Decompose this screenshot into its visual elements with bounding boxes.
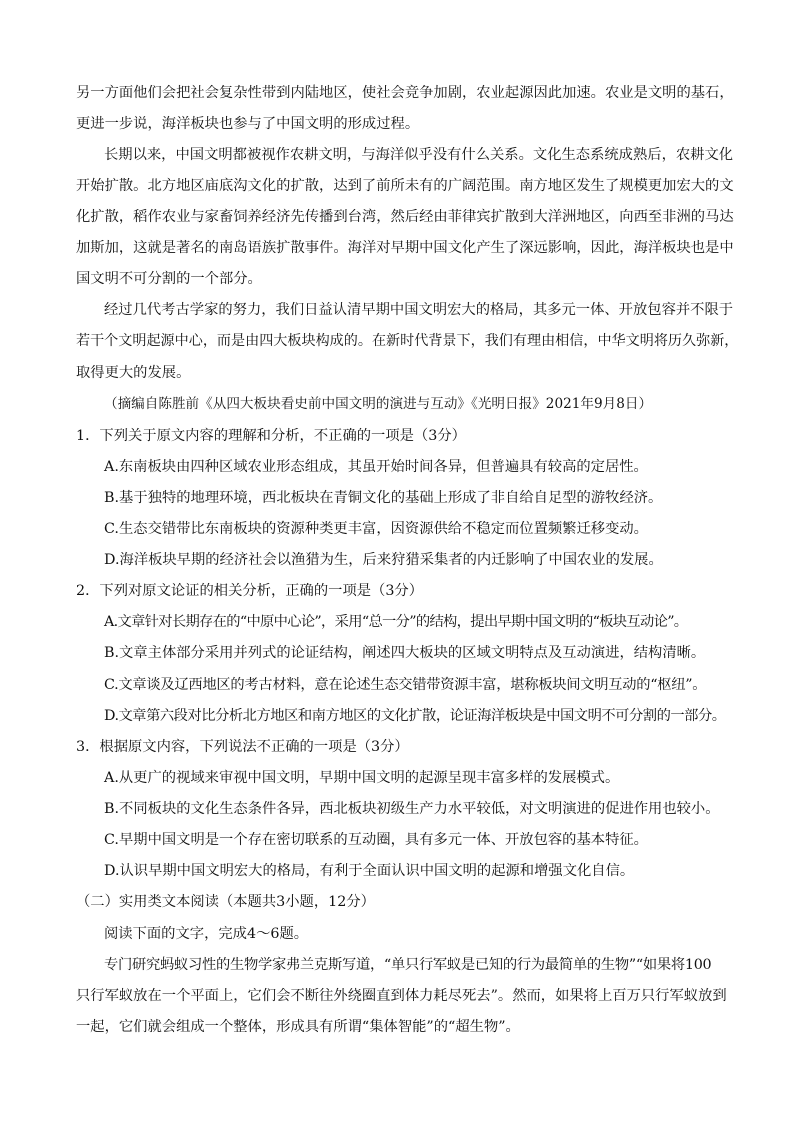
text-line: 另一方面他们会把社会复杂性带到内陆地区，使社会竞争加剧，农业起源因此加速。农业是文明的基石， <box>76 85 734 101</box>
text-line: 化扩散，稻作农业与家畜饲养经济先传播到台湾，然后经由菲律宾扩散到大洋洲地区，向西至非洲的马达 <box>76 209 734 225</box>
option-b: B.文章主体部分采用并列式的论证结构，阐述四大板块的区域文明特点及互动演进，结构清晰。 <box>104 645 706 661</box>
option-a: A.从更广的视域来审视中国文明，早期中国文明的起源呈现丰富多样的发展模式。 <box>104 770 620 786</box>
text-line: 长期以来，中国文明都被视作农耕文明，与海洋似乎没有什么关系。文化生态系统成熟后，农耕文化 <box>104 147 734 163</box>
section-heading: （二）实用类文本阅读（本题共3小题，12分） <box>76 894 375 910</box>
option-c: C.生态交错带比东南板块的资源种类更丰富，因资源供给不稳定而位置频繁迁移变动。 <box>104 521 648 537</box>
option-a: A.东南板块由四种区域农业形态组成，其虽开始时间各异，但普遍具有较高的定居性。 <box>104 459 648 475</box>
option-b: B.基于独特的地理环境，西北板块在青铜文化的基础上形成了非自给自足型的游牧经济。 <box>104 490 663 506</box>
text-line: 取得更大的发展。 <box>76 365 191 381</box>
option-d: D.认识早期中国文明宏大的格局，有利于全面认识中国文明的起源和增强文化自信。 <box>104 863 635 879</box>
source-citation: （摘编自陈胜前《从四大板块看史前中国文明的演进与互动》《光明日报》2021年9月8日） <box>104 396 653 412</box>
text-line: 经过几代考古学家的努力，我们日益认清早期中国文明宏大的格局，其多元一体、开放包容并不限于 <box>104 302 734 318</box>
option-d: D.海洋板块早期的经济社会以渔猎为生，后来狩猎采集者的内迁影响了中国农业的发展。 <box>104 552 663 568</box>
option-d: D.文章第六段对比分析北方地区和南方地区的文化扩散，论证海洋板块是中国文明不可分割的一部分。 <box>104 708 726 724</box>
text-line: 一起，它们就会组成一个整体，形成具有所谓“集体智能”的“超生物”。 <box>76 1019 520 1035</box>
text-line: 只行军蚁放在一个平面上，它们会不断往外绕圈直到体力耗尽死去”。然而，如果将上百万只行军蚁放到 <box>76 988 727 1004</box>
question-stem: 3．根据原文内容，下列说法不正确的一项是（3分） <box>76 739 409 755</box>
question-stem: 2．下列对原文论证的相关分析，正确的一项是（3分） <box>76 583 424 599</box>
option-a: A.文章针对长期存在的“中原中心论”，采用“总一分”的结构，提出早期中国文明的“板块互动论”。 <box>104 614 688 630</box>
question-stem: 1．下列关于原文内容的理解和分析，不正确的一项是（3分） <box>76 428 466 444</box>
option-b: B.不同板块的文化生态条件各异，西北板块初级生产力水平较低，对文明演进的促进作用也较小。 <box>104 801 720 817</box>
option-c: C.早期中国文明是一个存在密切联系的互动圈，具有多元一体、开放包容的基本特征。 <box>104 832 648 848</box>
section-instruction: 阅读下面的文字，完成4～6题。 <box>104 926 309 942</box>
option-c: C.文章谈及辽西地区的考古材料，意在论述生态交错带资源丰富，堪称板块间文明互动的“枢纽”。 <box>104 677 707 693</box>
text-line: 专门研究蚂蚁习性的生物学家弗兰克斯写道，“单只行军蚁是已知的行为最简单的生物”“如果将100 <box>104 957 712 973</box>
text-line: 加斯加，这就是著名的南岛语族扩散事件。海洋对早期中国文化产生了深远影响，因此，海洋板块也是中 <box>76 240 734 256</box>
text-line: 国文明不可分割的一个部分。 <box>76 271 262 287</box>
text-line: 更进一步说，海洋板块也参与了中国文明的形成过程。 <box>76 116 420 132</box>
text-line: 若干个文明起源中心，而是由四大板块构成的。在新时代背景下，我们有理由相信，中华文明将历久弥新， <box>76 333 739 349</box>
text-line: 开始扩散。北方地区庙底沟文化的扩散，达到了前所未有的广阔范围。南方地区发生了规模更加宏大的文 <box>76 178 734 194</box>
